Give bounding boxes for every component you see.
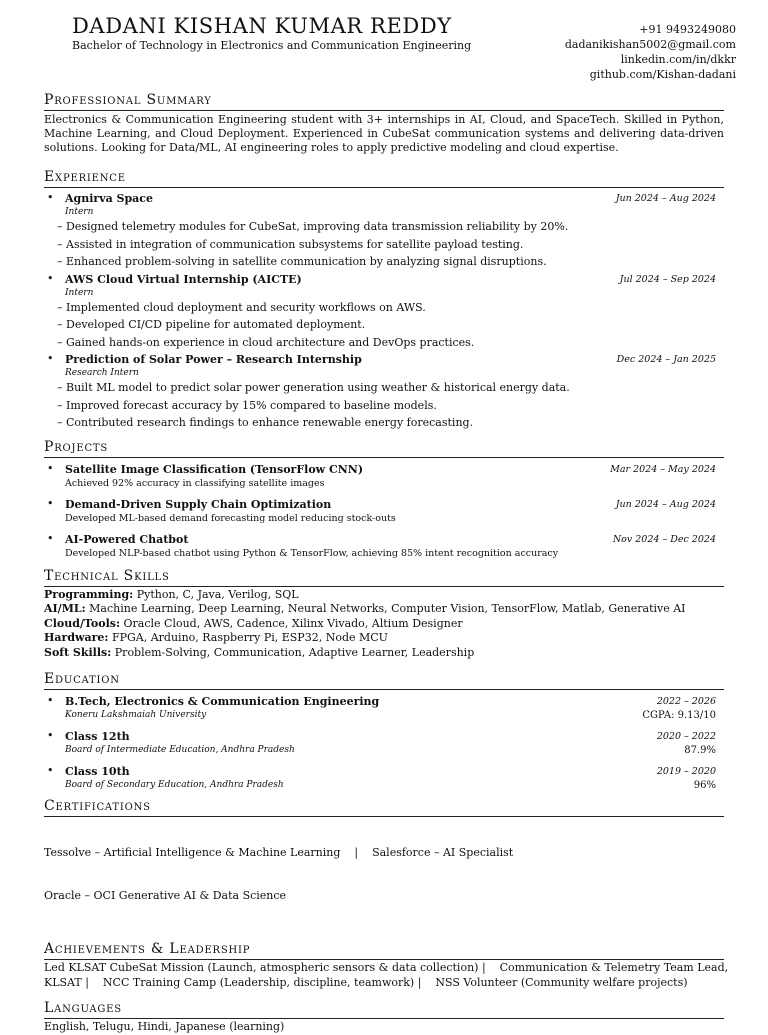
skill-label: Hardware:: [44, 631, 109, 644]
experience-point: – Implemented cloud deployment and security workflows on AWS.: [57, 300, 426, 314]
achievements-section: [44, 941, 729, 990]
project-dates: Jun 2024 – Aug 2024: [615, 498, 716, 510]
skill-value: Python, C, Java, Verilog, SQL: [133, 587, 299, 601]
bullet-icon: •: [47, 694, 54, 707]
skill-value: FPGA, Arduino, Raspberry Pi, ESP32, Node MCU: [108, 631, 388, 644]
education-score: 87.9%: [684, 745, 716, 756]
certification-line: Oracle – OCI Generative AI & Data Science: [44, 888, 287, 902]
project-dates: Nov 2024 – Dec 2024: [612, 533, 716, 545]
experience-entry: [44, 352, 724, 432]
skill-row: [44, 617, 724, 632]
education-degree: Class 12th: [65, 730, 130, 743]
achievement-line: KLSAT | NCC Training Camp (Leadership, discipline, teamwork) | NSS Volunteer (Community welfare projects): [44, 975, 688, 989]
bullet-icon: •: [47, 352, 54, 365]
experience-dates: Jun 2024 – Aug 2024: [615, 193, 716, 204]
summary-text: Electronics & Communication Engineering student with 3+ internships in AI, Cloud, and SpaceTech. Skilled in Python, Machine Learning, and Cloud Deployment. Experienced in CubeSat communication systems and delivering data-driven solutions. Looking for Data/ML, AI engineering roles to apply predictive modeling and cloud expertise.: [44, 113, 724, 154]
education-entry: [44, 764, 724, 791]
skill-row: [44, 631, 724, 646]
bullet-icon: •: [47, 496, 54, 510]
project-name: Satellite Image Classification (TensorFlow CNN): [65, 462, 364, 476]
projects-section: [44, 439, 724, 560]
bullet-icon: •: [47, 271, 54, 285]
experience-dates: Dec 2024 – Jan 2025: [616, 354, 716, 365]
certifications-heading: Certifications: [44, 798, 724, 817]
experience-role: Intern: [65, 207, 94, 217]
resume-page: [44, 14, 736, 1035]
languages-text: English, Telugu, Hindi, Japanese (learning): [44, 1020, 285, 1033]
skill-value: Machine Learning, Deep Learning, Neural Networks, Computer Vision, TensorFlow, Matlab, Generative AI: [85, 602, 686, 615]
experience-point: – Built ML model to predict solar power generation using weather & historical energy data.: [57, 381, 570, 394]
projects-heading: Projects: [44, 439, 724, 458]
experience-point: – Improved forecast accuracy by 15% compared to baseline models.: [57, 398, 437, 412]
experience-entry: [44, 272, 724, 352]
bullet-icon: •: [47, 764, 54, 777]
skill-value: Oracle Cloud, AWS, Cadence, Xilinx Vivado, Altium Designer: [120, 616, 463, 630]
education-degree: B.Tech, Electronics & Communication Engineering: [65, 695, 380, 708]
languages-section: [44, 1000, 724, 1035]
skill-label: Programming:: [44, 587, 134, 601]
skills-heading: Technical Skills: [44, 568, 724, 587]
education-score: CGPA: 9.13/10: [642, 710, 716, 721]
experience-org: AWS Cloud Virtual Internship (AICTE): [65, 272, 302, 286]
project-desc: Developed NLP-based chatbot using Python & TensorFlow, achieving 85% intent recognition accuracy: [65, 547, 559, 559]
education-dates: 2019 – 2020: [656, 766, 716, 777]
summary-heading: Professional Summary: [44, 92, 724, 111]
bullet-icon: •: [47, 729, 54, 742]
education-school: Board of Secondary Education, Andhra Pradesh: [65, 780, 284, 790]
contact-block: [565, 22, 736, 82]
education-school: Koneru Lakshmaiah University: [65, 710, 207, 720]
experience-point: – Developed CI/CD pipeline for automated deployment.: [57, 318, 366, 331]
degree-line: Bachelor of Technology in Electronics and Communication Engineering: [72, 39, 472, 52]
experience-section: [44, 169, 724, 432]
candidate-name: DADANI KISHAN KUMAR REDDY: [72, 14, 452, 38]
education-score: 96%: [693, 780, 716, 791]
linkedin-link[interactable]: linkedin.com/in/dkkr: [620, 53, 736, 66]
project-entry: [44, 497, 724, 525]
certification-line: Tessolve – Artificial Intelligence & Machine Learning | Salesforce – AI Specialist: [44, 846, 514, 859]
bullet-icon: •: [47, 531, 54, 545]
skill-row: [44, 646, 724, 661]
project-entry: [44, 532, 724, 560]
resume-header: [44, 14, 736, 90]
bullet-icon: •: [47, 191, 54, 204]
experience-heading: Experience: [44, 169, 724, 188]
project-desc: Achieved 92% accuracy in classifying satellite images: [65, 477, 325, 489]
experience-org: Prediction of Solar Power – Research Internship: [65, 353, 362, 366]
education-dates: 2022 – 2026: [656, 696, 716, 707]
skill-label: Soft Skills:: [44, 645, 112, 659]
experience-role: Intern: [65, 287, 94, 298]
project-dates: Mar 2024 – May 2024: [610, 463, 716, 475]
project-desc: Developed ML-based demand forecasting model reducing stock-outs: [65, 512, 396, 524]
experience-org: Agnirva Space: [65, 192, 154, 205]
education-entry: [44, 694, 724, 721]
experience-entry: [44, 191, 724, 271]
experience-role: Research Intern: [65, 368, 139, 378]
github-link[interactable]: github.com/Kishan-dadani: [589, 68, 736, 81]
project-name: AI-Powered Chatbot: [65, 532, 189, 546]
skills-section: [44, 568, 724, 661]
email-link[interactable]: dadanikishan5002@gmail.com: [564, 38, 736, 51]
achievements-heading: Achievements & Leadership: [44, 941, 724, 960]
education-dates: 2020 – 2022: [656, 731, 716, 742]
project-entry: [44, 462, 724, 490]
skill-label: Cloud/Tools:: [44, 616, 121, 630]
certifications-section: [44, 798, 724, 931]
phone-number: +91 9493249080: [639, 23, 736, 36]
experience-point: – Contributed research findings to enhance renewable energy forecasting.: [57, 416, 474, 429]
achievement-line: Led KLSAT CubeSat Mission (Launch, atmospheric sensors & data collection) | Communication & Telemetry Team Lead,: [44, 961, 729, 974]
experience-point: – Enhanced problem-solving in satellite communication by analyzing signal disruptions.: [57, 255, 547, 268]
experience-point: – Gained hands-on experience in cloud architecture and DevOps practices.: [57, 335, 475, 349]
experience-dates: Jul 2024 – Sep 2024: [619, 273, 716, 285]
education-entry: [44, 729, 724, 756]
experience-point: – Designed telemetry modules for CubeSat, improving data transmission reliability by 20%.: [57, 220, 569, 233]
experience-point: – Assisted in integration of communication subsystems for satellite payload testing.: [57, 237, 524, 251]
education-school: Board of Intermediate Education, Andhra Pradesh: [65, 745, 295, 755]
bullet-icon: •: [47, 461, 54, 475]
skill-value: Problem-Solving, Communication, Adaptive Learner, Leadership: [111, 645, 475, 659]
skill-row: [44, 588, 724, 603]
education-section: [44, 671, 724, 791]
education-heading: Education: [44, 671, 724, 690]
skill-row: [44, 602, 724, 617]
languages-heading: Languages: [44, 1000, 724, 1019]
skill-label: AI/ML:: [44, 602, 86, 615]
summary-section: [44, 92, 724, 155]
education-degree: Class 10th: [65, 765, 130, 778]
project-name: Demand-Driven Supply Chain Optimization: [65, 497, 332, 511]
